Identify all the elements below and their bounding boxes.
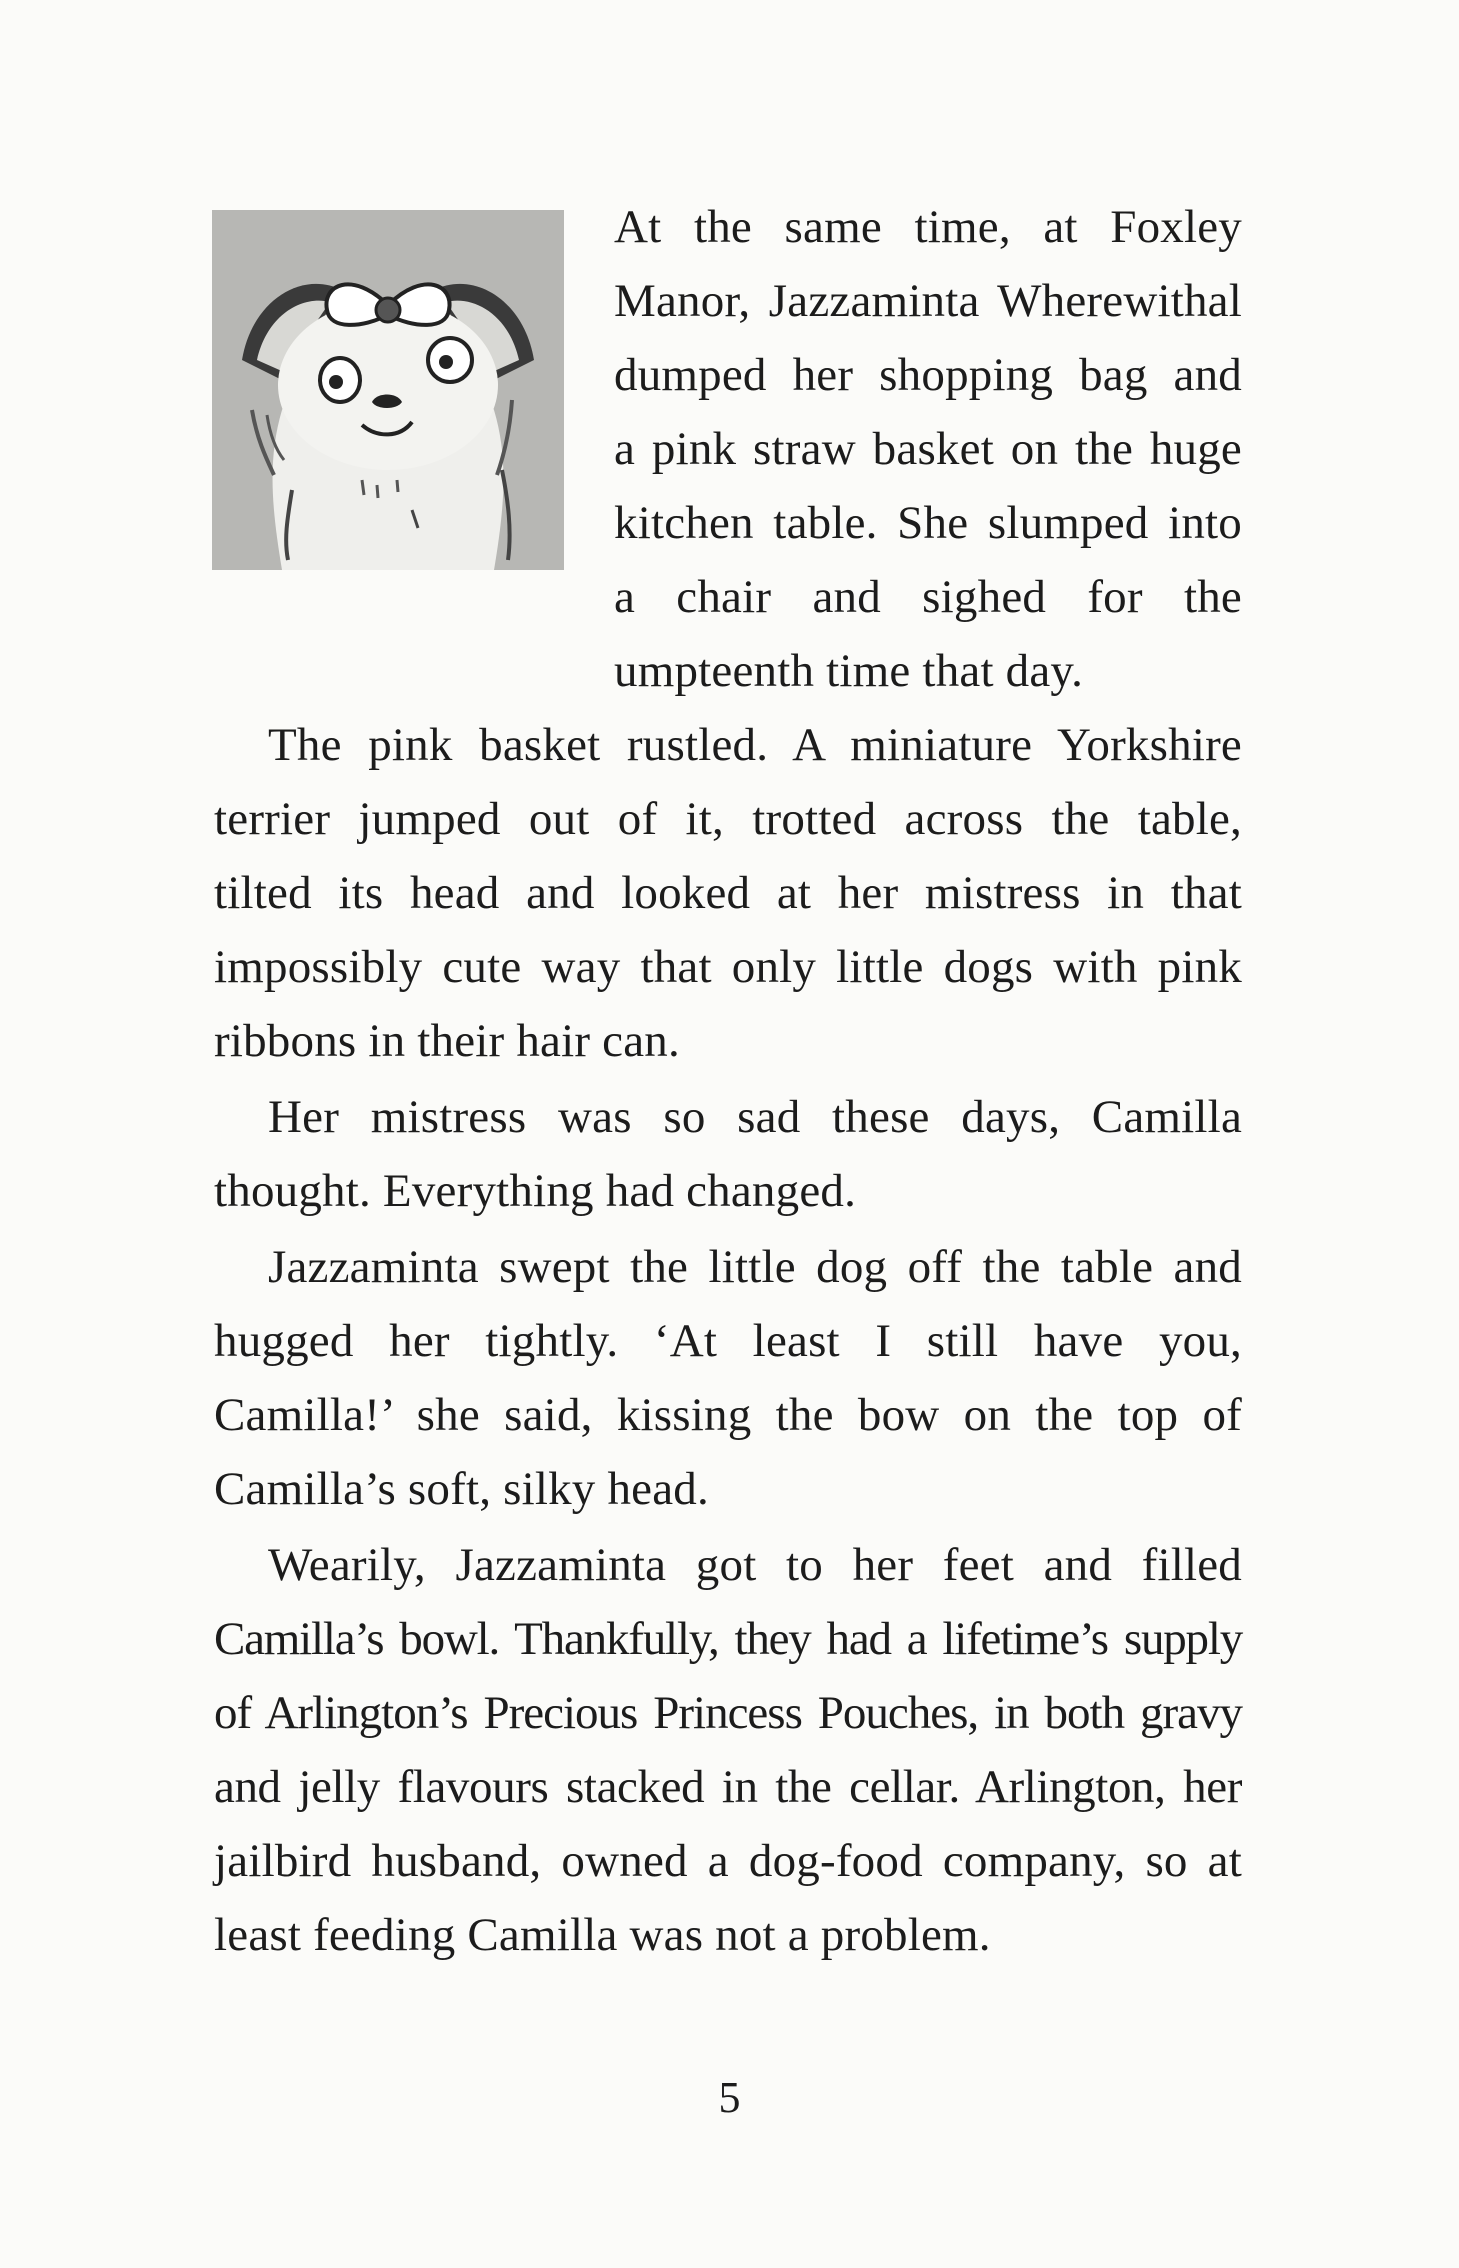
text-line bbox=[214, 1165, 857, 1217]
text-line-content: Wearily, Jazzaminta got to her feet and filled bbox=[268, 1539, 1242, 1591]
text-line-content: Jazzaminta swept the little dog off the table and bbox=[268, 1241, 1242, 1293]
text-line bbox=[268, 719, 1242, 771]
text-line bbox=[268, 1539, 1242, 1591]
text-line bbox=[214, 1463, 709, 1515]
text-line-content: terrier jumped out of it, trotted across the table, bbox=[214, 793, 1242, 845]
text-line bbox=[268, 1091, 1242, 1143]
text-line-content: hugged her tightly. ‘At least I still have you, bbox=[214, 1315, 1242, 1367]
text-line bbox=[614, 201, 1242, 253]
text-line-content: least feeding Camilla was not a problem. bbox=[214, 1909, 991, 1961]
text-line bbox=[214, 1909, 991, 1961]
text-line bbox=[214, 867, 1242, 919]
text-line bbox=[214, 1761, 1242, 1813]
text-line bbox=[214, 1315, 1242, 1367]
text-line-content: Manor, Jazzaminta Wherewithal bbox=[614, 275, 1242, 327]
text-line-content: a pink straw basket on the huge bbox=[614, 423, 1242, 475]
text-line bbox=[214, 1613, 1242, 1665]
text-line-content: Camilla’s soft, silky head. bbox=[214, 1463, 709, 1515]
text-line bbox=[614, 645, 1084, 697]
text-line bbox=[214, 1389, 1242, 1441]
text-line-content: tilted its head and looked at her mistress in that bbox=[214, 867, 1242, 919]
text-line bbox=[614, 349, 1242, 401]
text-line-content: Camilla’s bowl. Thankfully, they had a lifetime’s supply bbox=[214, 1613, 1242, 1665]
text-line-content: of Arlington’s Precious Princess Pouches, in both gravy bbox=[214, 1687, 1242, 1739]
text-line bbox=[214, 1835, 1242, 1887]
text-line-content: thought. Everything had changed. bbox=[214, 1165, 857, 1217]
text-line bbox=[214, 1015, 680, 1067]
text-line-content: dumped her shopping bag and bbox=[614, 349, 1242, 401]
text-line-content: At the same time, at Foxley bbox=[614, 201, 1242, 253]
text-line-content: ribbons in their hair can. bbox=[214, 1015, 680, 1067]
text-line bbox=[268, 1241, 1242, 1293]
text-line-content: kitchen table. She slumped into bbox=[614, 497, 1242, 549]
text-line-content: The pink basket rustled. A miniature Yorkshire bbox=[268, 719, 1242, 771]
text-line bbox=[614, 275, 1242, 327]
text-line bbox=[614, 423, 1242, 475]
text-line bbox=[614, 497, 1242, 549]
text-line-content: Her mistress was so sad these days, Camilla bbox=[268, 1091, 1242, 1143]
text-line bbox=[614, 571, 1242, 623]
page-number: 5 bbox=[718, 2073, 741, 2122]
text-line bbox=[214, 1687, 1242, 1739]
text-line-content: a chair and sighed for the bbox=[614, 571, 1242, 623]
text-line-content: impossibly cute way that only little dogs with pink bbox=[214, 941, 1242, 993]
text-line-content: Camilla!’ she said, kissing the bow on the top of bbox=[214, 1389, 1242, 1441]
text-line bbox=[214, 793, 1242, 845]
text-line-content: jailbird husband, owned a dog-food company, so at bbox=[214, 1835, 1242, 1887]
text-line-content: umpteenth time that day. bbox=[614, 645, 1084, 697]
text-line bbox=[214, 941, 1242, 993]
yorkshire-terrier-illustration bbox=[212, 210, 564, 570]
text-line-content: and jelly flavours stacked in the cellar. Arlington, her bbox=[214, 1761, 1242, 1813]
